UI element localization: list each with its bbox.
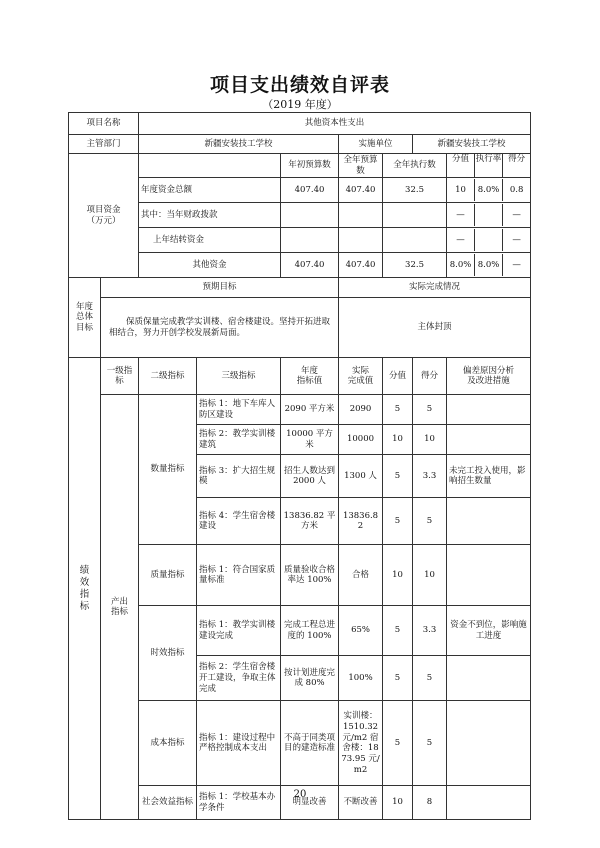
indicator-name: 指标 2：教学实训楼建筑: [197, 425, 281, 455]
fund-metrics: [447, 253, 531, 278]
label-annual-goal: 年度 总体 目标: [69, 278, 101, 358]
fund-executed: [383, 228, 447, 253]
label-performance-indicators: 绩 效 指 标: [69, 358, 101, 820]
indicator-weight: 10: [383, 425, 413, 455]
l2-quantity: 数量指标: [139, 395, 197, 545]
fund-score: 0.8: [502, 179, 530, 201]
row-indicator-header: [69, 358, 531, 395]
row-funds-header: [69, 154, 531, 178]
indicator-target: 质量验收合格率达 100%: [281, 545, 339, 606]
l1-output: 产出 指标: [101, 395, 139, 820]
indicator-target: 按计划进度完成 80%: [281, 656, 339, 701]
table-row: [69, 545, 531, 606]
indicator-weight: 5: [383, 701, 413, 786]
indicator-analysis: [447, 656, 531, 701]
indicator-actual: 65%: [339, 606, 383, 656]
fund-label: 其他资金: [139, 253, 281, 278]
fund-executed: 32.5: [383, 253, 447, 278]
expected-goal-text: 保质保量完成教学实训楼、宿舍楼建设。坚持开拓进取相结合，努力开创学校发展新局面。: [101, 298, 339, 358]
indicator-name: 指标 1：建设过程中严格控制成本支出: [197, 701, 281, 786]
indicator-actual: 2090: [339, 395, 383, 425]
fund-metrics: [447, 178, 531, 203]
indicator-weight: 5: [383, 455, 413, 498]
fund-initial: 407.40: [281, 178, 339, 203]
row-fund-fiscal: [69, 203, 531, 228]
h-analysis: 偏差原因分析 及改进措施: [447, 358, 531, 395]
fund-score: —: [502, 254, 530, 276]
performance-table: [68, 112, 531, 820]
indicator-actual: 100%: [339, 656, 383, 701]
indicator-target: 招生人数达到 2000 人: [281, 455, 339, 498]
row-fund-other: [69, 253, 531, 278]
l2-cost: 成本指标: [139, 701, 197, 786]
indicator-analysis: [447, 498, 531, 545]
fund-score: —: [502, 204, 530, 226]
label-impl-unit: 实施单位: [339, 135, 413, 154]
row-department: [69, 135, 531, 154]
col-initial-budget: 年初预算数: [281, 154, 339, 178]
indicator-weight: 5: [383, 656, 413, 701]
indicator-actual: 不断改善: [339, 786, 383, 820]
fund-rate: 8.0%: [474, 254, 502, 276]
col-executed: 全年执行数: [383, 154, 447, 178]
fund-full: 407.40: [339, 178, 383, 203]
indicator-score: 10: [413, 545, 447, 606]
indicator-analysis: [447, 425, 531, 455]
page-number: 20: [293, 789, 307, 800]
col-exec-rate: 执行率: [474, 154, 502, 177]
col-full-year-budget: 全年预算数: [339, 154, 383, 178]
table-row: [69, 606, 531, 656]
fund-label: 年度资金总额: [139, 178, 281, 203]
indicator-target: 13836.82 平方米: [281, 498, 339, 545]
indicator-actual: 合格: [339, 545, 383, 606]
h-weight: 分值: [383, 358, 413, 395]
actual-status-text: 主体封顶: [339, 298, 531, 358]
indicator-weight: 10: [383, 545, 413, 606]
indicator-actual: 10000: [339, 425, 383, 455]
indicator-actual: 实训楼：1510.32 元/m2 宿舍楼：1873.95 元/m2: [339, 701, 383, 786]
indicator-name: 指标 1：地下车库人防区建设: [197, 395, 281, 425]
indicator-score: 3.3: [413, 455, 447, 498]
fund-executed: 32.5: [383, 178, 447, 203]
value-impl-unit: 新疆安装技工学校: [413, 135, 531, 154]
value-department: 新疆安装技工学校: [139, 135, 339, 154]
table-row: [69, 395, 531, 425]
fund-full: [339, 203, 383, 228]
indicator-target: 10000 平方米: [281, 425, 339, 455]
year-note: （2019 年度）: [262, 98, 338, 111]
fund-full: 407.40: [339, 253, 383, 278]
table-row: [69, 701, 531, 786]
indicator-score: 5: [413, 395, 447, 425]
col-score: 得分: [502, 154, 530, 177]
row-fund-carryover: [69, 228, 531, 253]
indicator-analysis: [447, 395, 531, 425]
indicator-name: 指标 3：扩大招生规模: [197, 455, 281, 498]
indicator-score: 5: [413, 498, 447, 545]
indicator-actual: 13836.82: [339, 498, 383, 545]
fund-metrics: [447, 203, 531, 228]
indicator-score: 8: [413, 786, 447, 820]
col-weight: 分值: [452, 154, 470, 164]
fund-score: —: [502, 229, 530, 251]
h-target: 年度 指标值: [281, 358, 339, 395]
indicator-weight: 5: [383, 606, 413, 656]
fund-weight: 10: [455, 184, 466, 195]
label-project-name: 项目名称: [69, 113, 139, 135]
indicator-name: 指标 1：教学实训楼建设完成: [197, 606, 281, 656]
h-level2: 二级指标: [139, 358, 197, 395]
fund-weight: —: [456, 234, 465, 245]
l2-social: 社会效益指标: [139, 786, 197, 820]
indicator-name: 指标 4：学生宿舍楼建设: [197, 498, 281, 545]
l2-timeliness: 时效指标: [139, 606, 197, 701]
row-project-name: [69, 113, 531, 135]
indicator-weight: 10: [383, 786, 413, 820]
label-expected-goal: 预期目标: [101, 278, 339, 298]
indicator-target: 2090 平方米: [281, 395, 339, 425]
fund-rate: [474, 204, 502, 226]
fund-initial: [281, 203, 339, 228]
row-goal-content: [69, 298, 531, 358]
col-weight-rate-score: [447, 154, 531, 178]
fund-full: [339, 228, 383, 253]
label-funds: 项目资金 （万元）: [69, 154, 139, 278]
l2-quality: 质量指标: [139, 545, 197, 606]
fund-initial: [281, 228, 339, 253]
h-score: 得分: [413, 358, 447, 395]
funds-header-blank: [139, 154, 281, 178]
fund-metrics: [447, 228, 531, 253]
fund-rate: 8.0%: [474, 179, 502, 201]
indicator-name: 指标 1：符合国家质量标准: [197, 545, 281, 606]
h-level1: 一级指 标: [101, 358, 139, 395]
row-goal-header: [69, 278, 531, 298]
h-level3: 三级指标: [197, 358, 281, 395]
fund-label: 其中：当年财政拨款: [139, 203, 281, 228]
indicator-score: 5: [413, 656, 447, 701]
indicator-weight: 5: [383, 498, 413, 545]
row-fund-total: [69, 178, 531, 203]
indicator-actual: 1300 人: [339, 455, 383, 498]
indicator-target: 明显改善: [281, 786, 339, 820]
indicator-target: 完成工程总进度的 100%: [281, 606, 339, 656]
label-department: 主管部门: [69, 135, 139, 154]
value-project-name: 其他资本性支出: [139, 113, 531, 135]
label-actual-status: 实际完成情况: [339, 278, 531, 298]
indicator-analysis: [447, 701, 531, 786]
indicator-analysis: [447, 545, 531, 606]
document-title: 项目支出绩效自评表: [209, 74, 390, 96]
fund-rate: [474, 229, 502, 251]
fund-initial: 407.40: [281, 253, 339, 278]
h-actual: 实际 完成值: [339, 358, 383, 395]
indicator-score: 10: [413, 425, 447, 455]
indicator-weight: 5: [383, 395, 413, 425]
fund-weight: 8.0%: [449, 259, 472, 270]
indicator-target: 不高于同类项目的建造标准: [281, 701, 339, 786]
indicator-name: 指标 2：学生宿舍楼开工建设，争取主体完成: [197, 656, 281, 701]
fund-weight: —: [456, 209, 465, 220]
indicator-analysis: 资金不到位，影响施工进度: [447, 606, 531, 656]
indicator-score: 3.3: [413, 606, 447, 656]
indicator-name: 指标 1：学校基本办学条件: [197, 786, 281, 820]
fund-executed: [383, 203, 447, 228]
indicator-score: 5: [413, 701, 447, 786]
fund-label: 上年结转资金: [139, 228, 281, 253]
indicator-analysis: 未完工投入使用，影响招生数量: [447, 455, 531, 498]
